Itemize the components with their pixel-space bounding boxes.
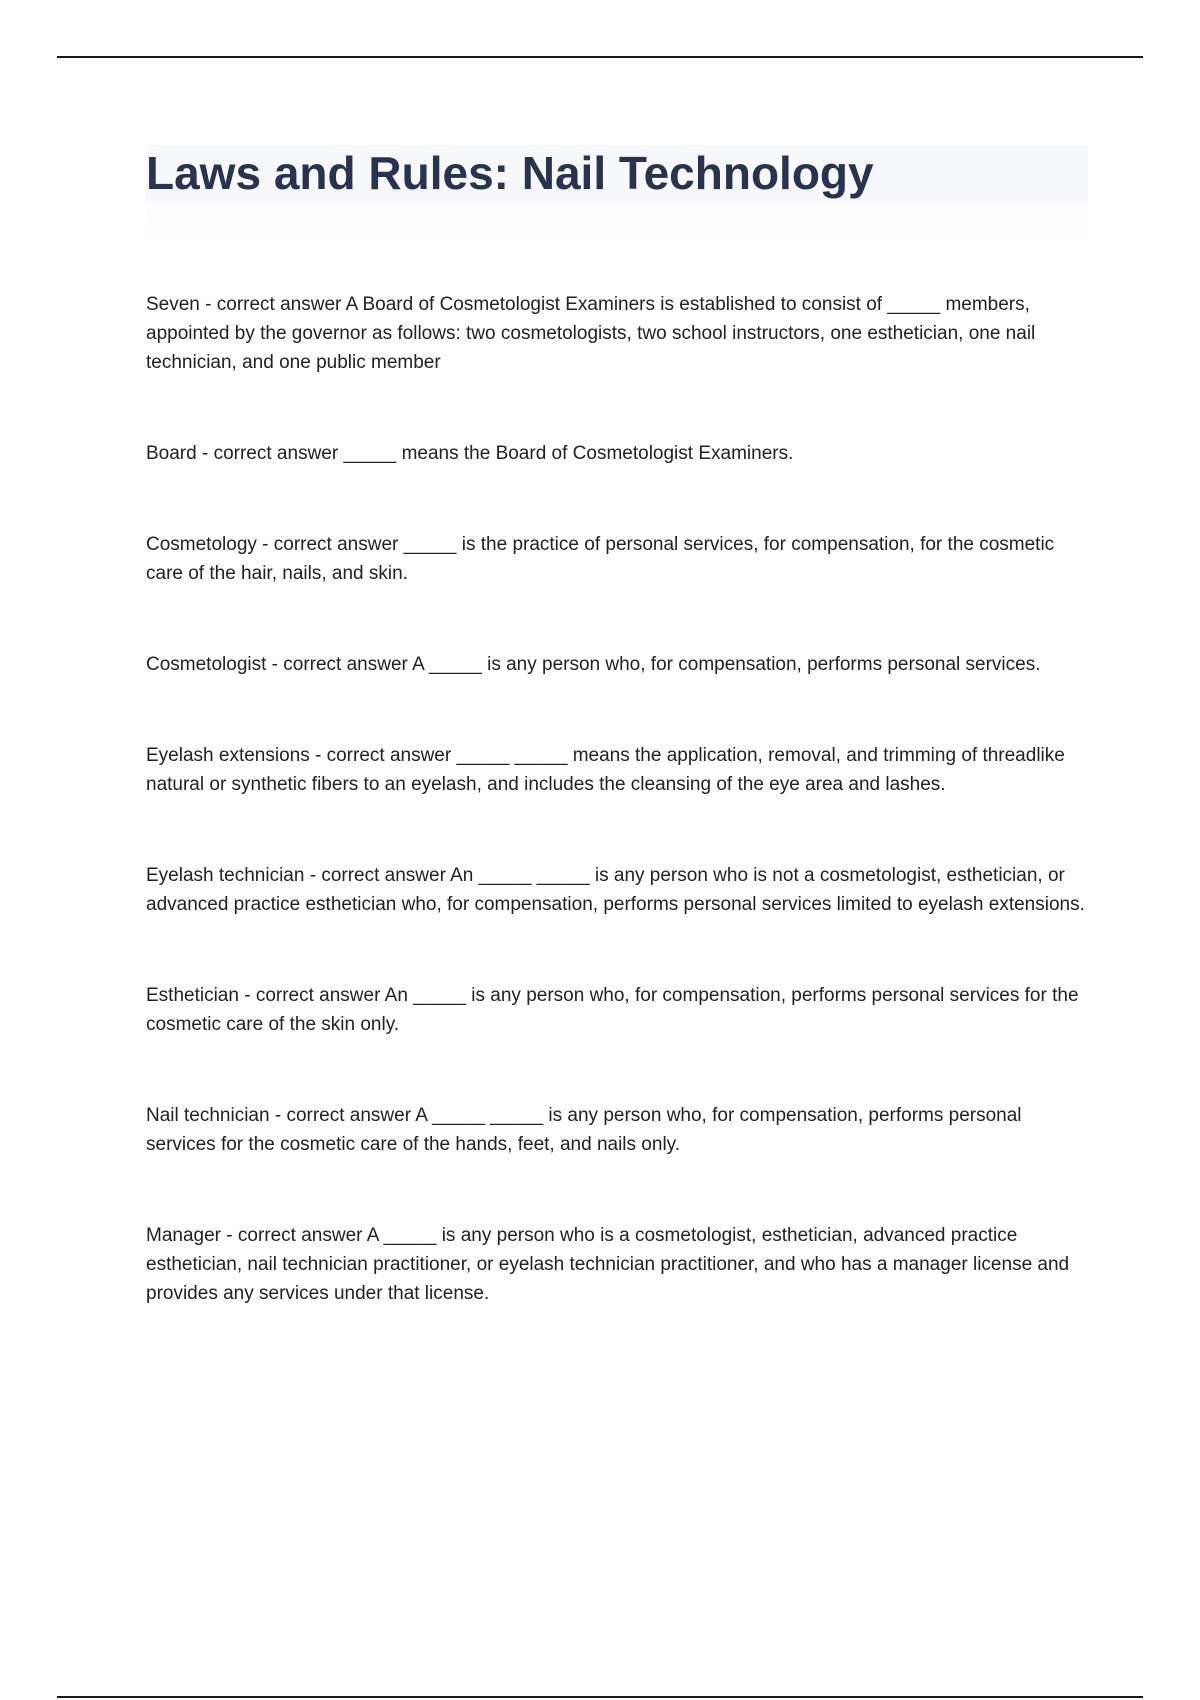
flashcard-entry: Eyelash extensions - correct answer _____ _____ means the application, removal, and trimming of threadlike natural or synthetic fibers to an eyelash, and includes the cleansing of the eye area and lashes. xyxy=(146,745,1065,795)
flashcard-list xyxy=(146,290,1092,1308)
flashcard-entry: Cosmetologist - correct answer A _____ is any person who, for compensation, performs personal services. xyxy=(146,654,1041,675)
flashcard-entry: Manager - correct answer A _____ is any person who is a cosmetologist, esthetician, advanced practice esthetician, nail technician practitioner, or eyelash technician practitioner, and who has a manager license and provides any services under that license. xyxy=(146,1225,1070,1304)
flashcard-entry: Board - correct answer _____ means the Board of Cosmetologist Examiners. xyxy=(146,443,794,464)
document-title: Laws and Rules: Nail Technology xyxy=(146,147,874,199)
flashcard-entry: Cosmetology - correct answer _____ is the practice of personal services, for compensation, for the cosmetic care of the hair, nails, and skin. xyxy=(146,534,1055,584)
flashcard-entry: Esthetician - correct answer An _____ is any person who, for compensation, performs personal services for the cosmetic care of the skin only. xyxy=(146,985,1079,1035)
flashcard-entry: Nail technician - correct answer A _____ _____ is any person who, for compensation, performs personal services for the cosmetic care of the hands, feet, and nails only. xyxy=(146,1105,1022,1155)
flashcard-entry: Seven - correct answer A Board of Cosmetologist Examiners is established to consist of _____ members, appointed by the governor as follows: two cosmetologists, two school instructors, one esthetician, one nail technician, and one public member xyxy=(146,294,1036,373)
top-rule xyxy=(57,56,1143,58)
flashcard-entry: Eyelash technician - correct answer An _____ _____ is any person who is not a cosmetologist, esthetician, or advanced practice esthetician who, for compensation, performs personal services limited to eyelash extensions. xyxy=(146,865,1085,915)
title-band-shadow xyxy=(146,201,1088,239)
bottom-rule xyxy=(57,1696,1143,1698)
